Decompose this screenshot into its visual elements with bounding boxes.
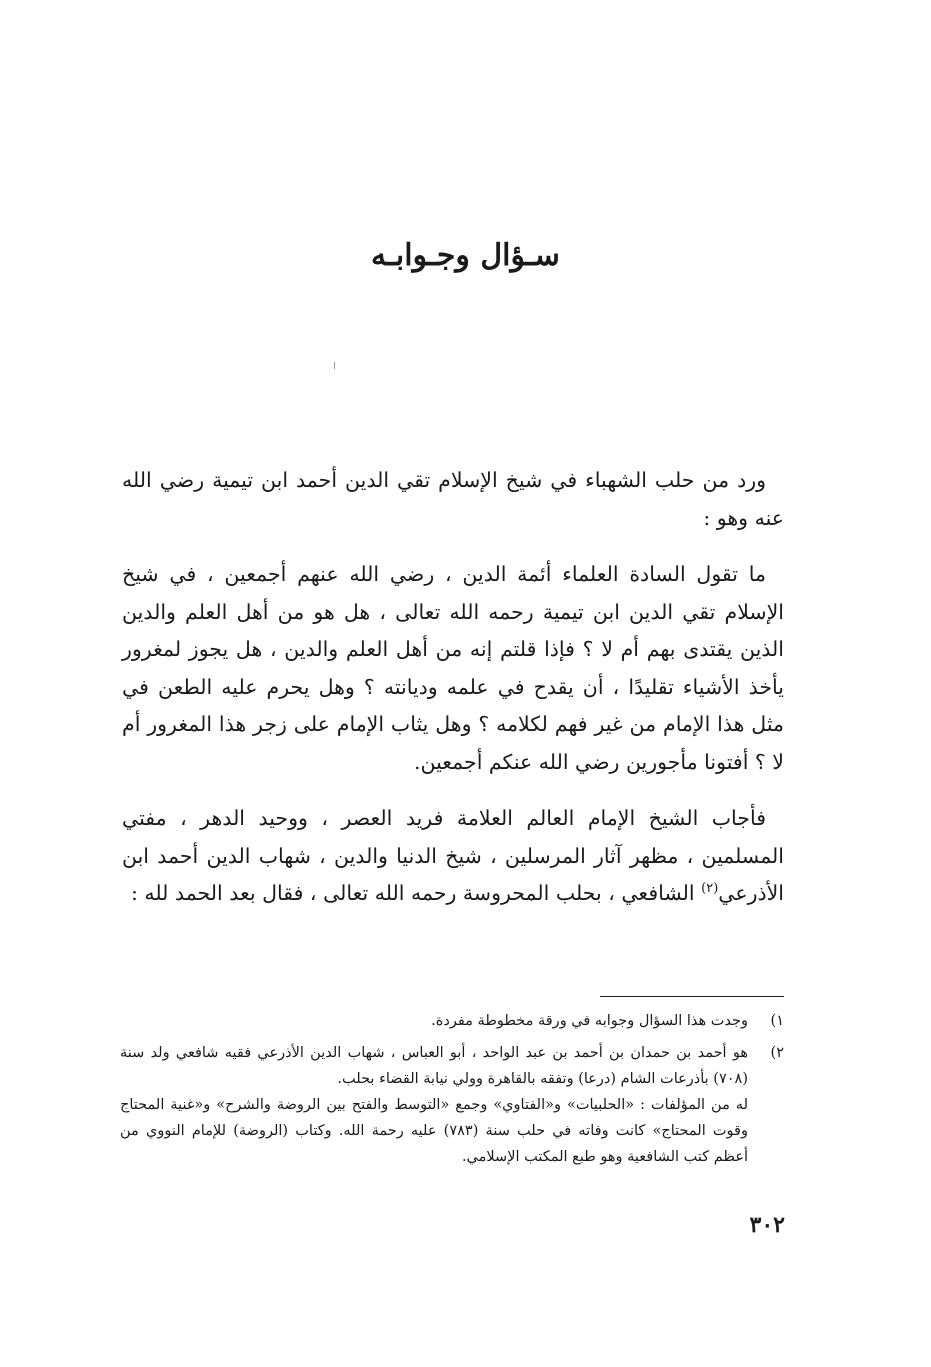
- main-text: [122, 462, 784, 932]
- page-number: ٣٠٢: [749, 1212, 785, 1238]
- footnote-number: ٢): [770, 1045, 784, 1061]
- intro-paragraph: ورد من حلب الشهباء في شيخ الإسلام تقي الدين أحمد ابن تيمية رضي الله عنه وهو :: [122, 468, 784, 530]
- footnote-line: له من المؤلفات : «الحلبيات» و«الفتاوي» وجمع «التوسط والفتح بين الروضة والشرح» و«غنية المحتاج وقوت المحتاج» كانت وفاته في حلب سنة (٧٨٣) عليه رحمة الله. وكتاب (الروضة) للإمام النووي من أعظم كتب الشافعية وهو طبع المكتب الإسلامي.: [120, 1097, 748, 1165]
- footnote-body: [120, 1008, 748, 1034]
- question-paragraph: ما تقول السادة العلماء أئمة الدين ، رضي الله عنهم أجمعين ، في شيخ الإسلام تقي الدين ابن تيمية رحمه الله تعالى ، هل هو من أهل العلم والدين الذين يقتدى بهم أم لا ؟ فإذا قلتم إنه من أهل العلم والدين ، هل يجوز لمغرور يأخذ الأشياء تقليدًا ، أن يقدح في علمه وديانته ؟ وهل يحرم عليه الطعن في مثل هذا الإمام من غير فهم لكلامه ؟ وهل يثاب الإمام على زجر هذا المغرور أم لا ؟ أفتونا مأجورين رضي الله عنكم أجمعين.: [122, 562, 784, 774]
- page-title: سـؤال وجـوابـه: [371, 238, 560, 273]
- footnote-divider: [600, 996, 784, 997]
- footnotes: [120, 1008, 784, 1176]
- footnote-line: هو أحمد بن حمدان بن أحمد بن عبد الواحد ، أبو العباس ، شهاب الدين الأذرعي فقيه شافعي ولد سنة (٧٠٨) بأذرعات الشام (درعا) وتفقه بالقاهرة وولي نيابة القضاء بحلب.: [120, 1045, 748, 1087]
- footnote-2: [120, 1040, 784, 1170]
- footnote-reference-2: (٢): [701, 881, 719, 897]
- footnote-body: [120, 1040, 748, 1170]
- answer-paragraph: [122, 800, 784, 913]
- scan-speck: [334, 362, 335, 369]
- footnote-line: وجدت هذا السؤال وجوابه في ورقة مخطوطة مفردة.: [431, 1013, 748, 1029]
- answer-text-end: الشافعي ، بحلب المحروسة رحمه الله تعالى ، فقال بعد الحمد لله :: [130, 881, 702, 905]
- answer-text-start: فأجاب الشيخ الإمام العالم العلامة فريد العصر ، ووحيد الدهر ، مفتي المسلمين ، مظهر آثار المرسلين ، شيخ الدنيا والدين ، شهاب الدين أحمد ابن الأذرعي: [122, 806, 784, 905]
- footnote-number: ١): [770, 1013, 784, 1029]
- footnote-1: [120, 1008, 784, 1034]
